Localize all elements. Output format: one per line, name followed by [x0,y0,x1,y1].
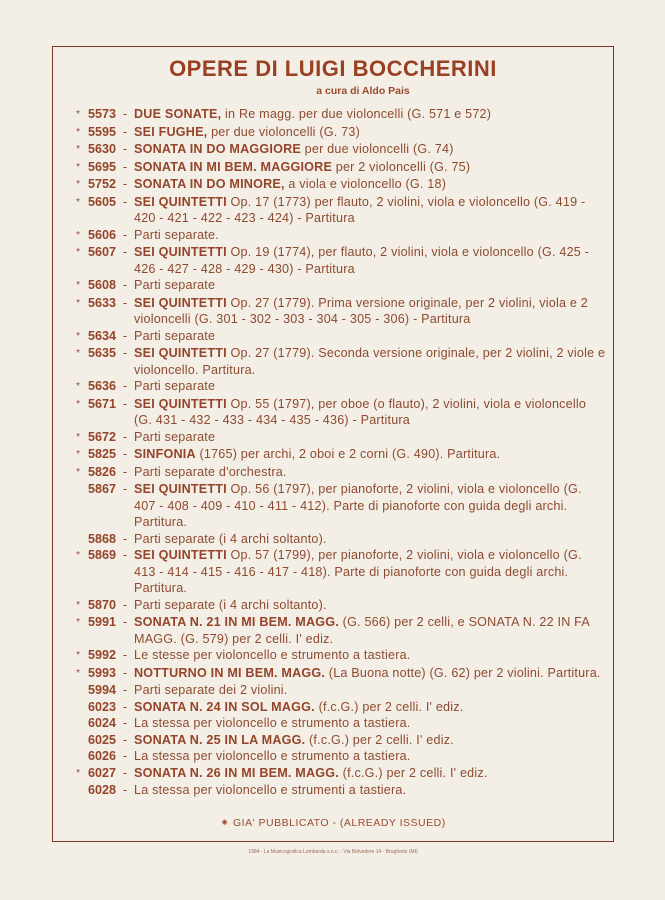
entry-text [134,378,606,396]
entry-text [134,647,606,665]
work-title: SONATA N. 26 IN MI BEM. MAGG. [134,765,339,780]
entry-text [134,597,606,615]
published-marker: * [76,381,80,392]
separator-dash: - [122,464,128,479]
work-details: Parti separate [134,379,216,393]
catalogue-number: 5869 [87,548,116,562]
separator-dash: - [122,699,128,714]
catalogue-entry [66,176,606,194]
catalogue-entry [66,765,606,783]
page-title: OPERE DI LUIGI BOCCHERINI [169,56,497,81]
published-marker [66,481,80,531]
work-details: Parti separate [134,328,216,343]
catalogue-list [66,106,606,799]
work-details: Parti separate (i 4 archi soltanto). [134,597,327,612]
published-marker: * [76,330,80,342]
separator-dash: - [122,683,128,697]
separator-dash: - [122,765,128,780]
catalogue-number: 5826 [87,464,116,479]
published-marker: * [76,466,80,478]
catalogue-entry [66,159,606,177]
separator-dash: - [122,665,128,680]
catalogue-entry [66,429,606,447]
catalogue-number: 5608 [87,278,116,292]
work-details: Parti separate [134,429,216,444]
work-details: Op. 19 (1774), per flauto, 2 violini, viola e violoncello (G. 425 - 426 - 427 - 428 - 429 - 430) - Partitura [134,245,590,276]
work-details: per 2 violoncelli (G. 75) [332,159,471,174]
separator-dash: - [122,615,128,629]
work-title: SEI QUINTETTI [134,482,227,496]
catalogue-entry [66,227,606,245]
catalogue-entry [66,748,606,765]
work-title: SONATA IN MI BEM. MAGGIORE [134,159,333,174]
publisher-imprint: 1984 · La Musicografica Lombarda s.n.c. · Via Belvedere 14 · Brugherio (MI) [248,849,418,855]
published-marker: * [76,109,80,120]
catalogue-number: 6023 [87,699,116,714]
work-title: SEI QUINTETTI [134,548,227,562]
catalogue-number: 6026 [87,749,116,763]
separator-dash: - [122,328,128,343]
catalogue-number: 6025 [87,732,116,747]
work-title: SONATA N. 21 IN MI BEM. MAGG. [134,615,339,629]
published-marker: * [76,550,80,561]
entry-text [134,748,606,765]
separator-dash: - [122,716,128,730]
separator-dash: - [122,597,128,612]
catalogue-number: 5672 [87,429,116,444]
work-details: in Re magg. per due violoncelli (G. 571 e 572) [221,107,492,121]
separator-dash: - [122,142,128,156]
work-title: SEI QUINTETTI [134,346,227,360]
entry-text [134,176,606,194]
catalogue-entry [66,277,606,295]
separator-dash: - [122,245,128,259]
published-marker: * [76,247,80,258]
work-details: Op. 56 (1797), per pianoforte, 2 violini, viola e violoncello (G. 407 - 408 - 409 - 410 - 411 - 412). Parte di pianoforte con guida degli archi. Partitura. [134,482,582,529]
catalogue-entry [66,782,606,799]
catalogue-number: 5573 [87,107,116,121]
work-details: (f.c.G.) per 2 celli. I' ediz. [338,765,488,780]
work-title: SONATA N. 25 IN LA MAGG. [134,732,306,747]
work-details: Op. 27 (1779). Seconda versione originale, per 2 violini, 2 viole e violoncello. Partitura. [134,346,606,377]
catalogue-number: 5991 [87,615,116,629]
entry-text [134,531,606,548]
entry-text [134,277,606,295]
separator-dash: - [122,531,128,546]
published-marker: * [76,398,80,410]
entry-text [134,715,606,732]
work-title: SONATA N. 24 IN SOL MAGG. [134,699,315,714]
entry-text [134,106,606,124]
work-details: Op. 57 (1799), per pianoforte, 2 violini, viola e violoncello (G. 413 - 414 - 415 - 416 - 417 - 418). Parte di pianoforte con guida degli archi. Partitura. [134,548,582,595]
catalogue-entry [66,597,606,615]
entry-text [134,295,606,328]
separator-dash: - [122,648,128,662]
catalogue-number: 5671 [87,396,116,411]
published-marker: * [76,126,80,138]
published-marker: * [76,297,80,309]
work-details: Parti separate. [134,227,219,242]
catalogue-entry [66,124,606,142]
catalogue-entry [66,244,606,277]
catalogue-entry [66,531,606,548]
catalogue-entry [66,699,606,716]
footnote: ⁕ GIA' PUBBLICATO - (ALREADY ISSUED) [220,817,446,829]
entry-text [134,429,606,447]
published-marker: * [76,144,80,155]
separator-dash: - [122,278,128,292]
work-title: DUE SONATE, [134,107,222,121]
work-details: (G. 566) per 2 celli, e SONATA N. 22 IN FA MAGG. (G. 579) per 2 celli. I' ediz. [134,615,590,646]
catalogue-number: 5635 [87,346,116,360]
catalogue-number: 5630 [87,142,116,156]
catalogue-entry [66,715,606,732]
published-marker [66,699,80,716]
work-title: SEI QUINTETTI [134,245,227,259]
entry-text [134,782,606,799]
separator-dash: - [122,177,128,191]
catalogue-number: 5695 [87,159,116,174]
catalogue-entry [66,106,606,124]
catalogue-number: 5993 [87,665,116,680]
work-details: (1765) per archi, 2 oboi e 2 corni (G. 490). Partitura. [195,447,501,461]
catalogue-number: 5868 [87,531,116,546]
entry-text [134,345,606,378]
separator-dash: - [122,482,128,496]
work-details: Parti separate [134,278,216,292]
work-details: La stessa per violoncello e strumento a tastiera. [134,716,411,730]
separator-dash: - [122,396,128,411]
catalogue-entry [66,378,606,396]
entry-text [134,464,606,482]
entry-text [134,614,606,647]
catalogue-number: 5994 [87,683,116,697]
published-marker: * [76,617,80,628]
published-marker: * [76,767,80,779]
work-title: NOTTURNO IN MI BEM. MAGG. [134,665,326,680]
work-details: Parti separate dei 2 violini. [134,683,288,697]
catalogue-number: 5870 [87,597,116,612]
catalogue-number: 6024 [87,716,116,730]
entry-text [134,481,606,531]
published-marker [66,782,80,799]
entry-text [134,446,606,464]
work-details: per due violoncelli (G. 73) [207,124,360,139]
entry-text [134,732,606,749]
catalogue-entry [66,647,606,665]
entry-text [134,244,606,277]
work-details: per due violoncelli (G. 74) [300,142,454,156]
catalogue-number: 5752 [87,177,116,191]
work-title: SEI QUINTETTI [134,194,227,209]
catalogue-number: 5606 [87,227,116,242]
catalogue-number: 5633 [87,295,116,310]
catalogue-entry [66,446,606,464]
catalogue-number: 5825 [87,447,116,461]
entry-text [134,194,606,227]
entry-text [134,699,606,716]
catalogue-number: 5607 [87,245,116,259]
entry-text [134,328,606,346]
work-details: Op. 17 (1773) per flauto, 2 violini, viola e violoncello (G. 419 - 420 - 421 - 422 - 423 - 424) - Partitura [134,194,586,225]
separator-dash: - [122,548,128,562]
work-details: (f.c.G.) per 2 celli. I' ediz. [314,699,464,714]
catalogue-entry [66,547,606,597]
published-marker: * [76,179,80,190]
published-marker: * [76,650,80,661]
work-title: SEI QUINTETTI [134,295,227,310]
catalogue-number: 5867 [87,482,116,496]
entry-text [134,396,606,429]
work-details: Parti separate d'orchestra. [134,464,287,479]
separator-dash: - [122,429,128,444]
catalogue-number: 6028 [87,783,116,797]
separator-dash: - [122,732,128,747]
catalogue-entry [66,464,606,482]
catalogue-number: 5636 [87,379,116,393]
separator-dash: - [122,124,128,139]
entry-text [134,665,606,683]
published-marker: * [76,161,80,173]
work-title: SONATA IN DO MAGGIORE [134,142,301,156]
entry-text [134,765,606,783]
published-marker: * [76,599,80,611]
catalogue-number: 5992 [87,648,116,662]
catalogue-entry [66,345,606,378]
published-marker: * [76,196,80,208]
separator-dash: - [122,447,128,461]
separator-dash: - [122,749,128,763]
separator-dash: - [122,346,128,360]
catalogue-entry [66,665,606,683]
entry-text [134,547,606,597]
entry-text [134,141,606,159]
published-marker: * [76,667,80,679]
published-marker: * [76,431,80,443]
catalogue-number: 5605 [87,194,116,209]
catalogue-entry [66,396,606,429]
work-details: a viola e violoncello (G. 18) [284,177,447,191]
published-marker: * [76,348,80,359]
published-marker: * [76,280,80,291]
catalogue-number: 6027 [87,765,116,780]
work-details: Op. 55 (1797), per oboe (o flauto), 2 violini, viola e violoncello (G. 431 - 432 - 433 - 434 - 435 - 436) - Partitura [134,396,587,427]
entry-text [134,682,606,699]
separator-dash: - [122,194,128,209]
published-marker [66,715,80,732]
catalogue-entry [66,141,606,159]
work-details: (f.c.G.) per 2 celli. I' ediz. [305,732,454,747]
work-title: SEI QUINTETTI [134,396,227,411]
work-title: SINFONIA [134,447,196,461]
catalogue-entry [66,295,606,328]
separator-dash: - [122,159,128,174]
work-details: Parti separate (i 4 archi soltanto). [134,531,327,546]
entry-text [134,124,606,142]
catalogue-entry [66,614,606,647]
catalogue-entry [66,328,606,346]
published-marker [66,682,80,699]
published-marker [66,748,80,765]
catalogue-entry [66,194,606,227]
work-title: SEI FUGHE, [134,124,208,139]
work-details: Le stesse per violoncello e strumento a tastiera. [134,648,411,662]
entry-text [134,159,606,177]
catalogue-entry [66,481,606,531]
separator-dash: - [122,295,128,310]
work-details: (La Buona notte) (G. 62) per 2 violini. Partitura. [325,665,601,680]
published-marker: * [76,449,80,460]
catalogue-number: 5595 [87,124,116,139]
entry-text [134,227,606,245]
separator-dash: - [122,783,128,797]
published-marker: * [76,229,80,241]
work-details: La stessa per violoncello e strumento a tastiera. [134,749,411,763]
catalogue-entry [66,732,606,749]
work-title: SONATA IN DO MINORE, [134,177,285,191]
separator-dash: - [122,379,128,393]
catalogue-entry [66,682,606,699]
work-details: La stessa per violoncello e strumenti a tastiera. [134,783,407,797]
published-marker [66,732,80,749]
published-marker [66,531,80,548]
separator-dash: - [122,227,128,242]
catalogue-number: 5634 [87,328,116,343]
separator-dash: - [122,107,128,121]
page-subtitle: a cura di Aldo Pais [316,85,410,97]
work-details: Op. 27 (1779). Prima versione originale, per 2 violini, viola e 2 violoncelli (G. 301 - 302 - 303 - 304 - 305 - 306) - Partitura [134,295,588,326]
